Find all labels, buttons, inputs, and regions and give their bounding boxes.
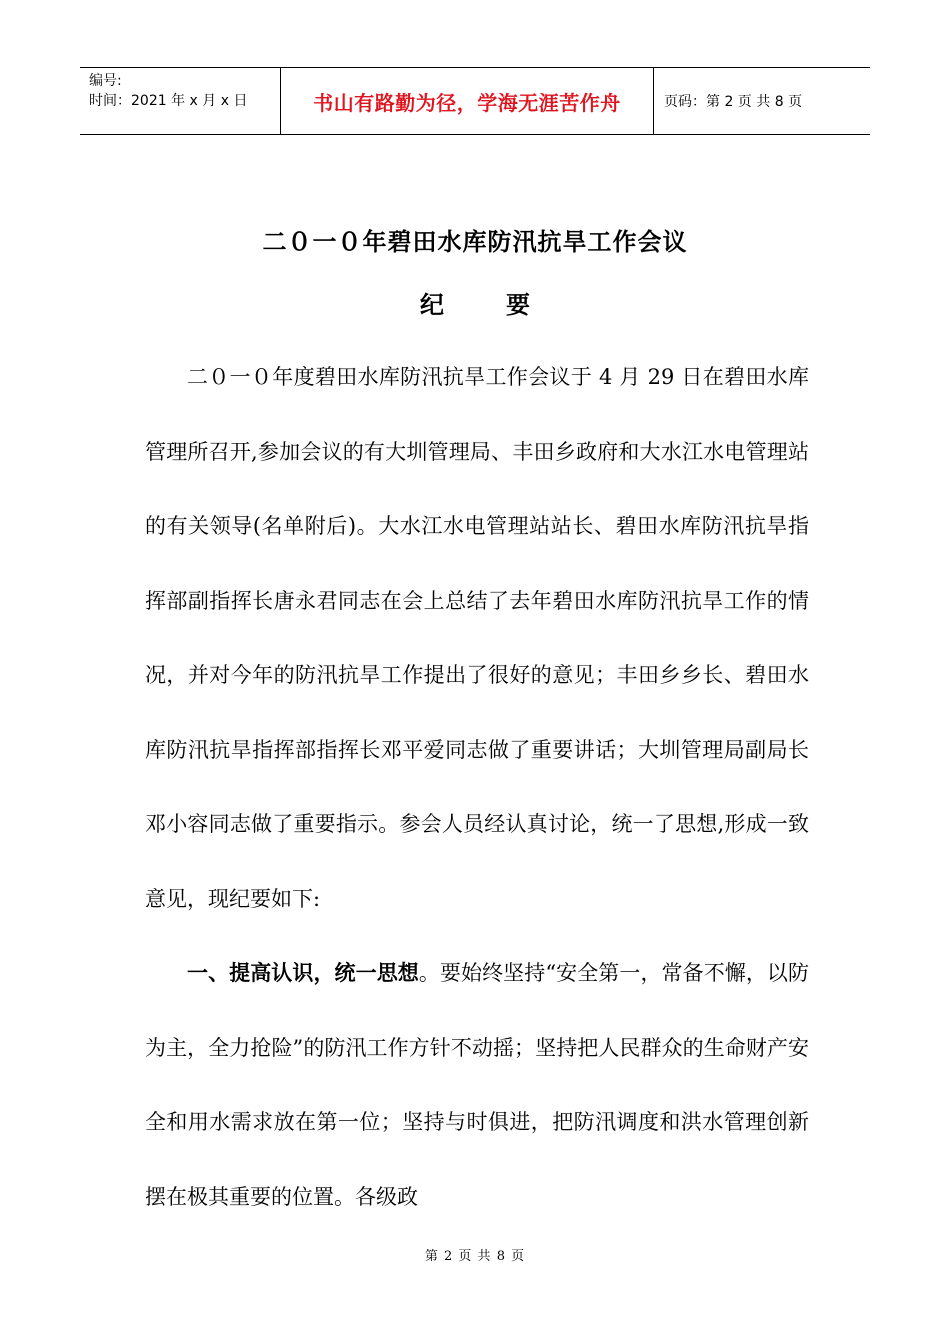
paragraph-intro: 二０一０年度碧田水库防汛抗旱工作会议于 4 月 29 日在碧田水库管理所召开,参加会议的有大圳管理局、丰田乡政府和大水江水电管理站的有关领导(名单附后)。大水江水电管理站站长、碧田水库防汛抗旱指挥部副指挥长唐永君同志在会上总结了去年碧田水库防汛抗旱工作的情况，并对今年的防汛抗旱工作提出了很好的意见；丰田乡乡长、碧田水库防汛抗旱指挥部指挥长邓平爱同志做了重要讲话；大圳管理局副局长邓小容同志做了重要指示。参会人员经认真讨论，统一了思想,形成一致意见，现纪要如下: [145, 365, 809, 911]
section-one-heading: 一、提高认识，统一思想 [187, 960, 419, 985]
paragraph-section-one [145, 936, 809, 1234]
document-title: 二０一０年碧田水库防汛抗旱工作会议 [262, 228, 688, 256]
number-label: 编号: [89, 73, 122, 89]
header-table [80, 67, 870, 135]
document-body [145, 340, 809, 1234]
time-label: 时间：2021 年 x 月 x 日 [89, 93, 248, 109]
section-one-text: 。要始终坚持“安全第一，常备不懈，以防为主，全力抢险”的防汛工作方针不动摇；坚持把人民群众的生命财产安全和用水需求放在第一位；坚持与时俱进，把防汛调度和洪水管理创新摆在极其重要的位置。各级政 [145, 961, 809, 1209]
page-footer: 第 2 页 共 8 页 [424, 1249, 526, 1264]
header-motto-cell [281, 68, 654, 134]
header-page-cell [654, 68, 870, 134]
header-page-info: 页码：第 2 页 共 8 页 [664, 94, 803, 110]
document-subtitle: 纪要 [420, 291, 592, 319]
header-meta-cell [80, 68, 281, 134]
motto-text: 书山有路勤为径，学海无涯苦作舟 [313, 90, 621, 115]
